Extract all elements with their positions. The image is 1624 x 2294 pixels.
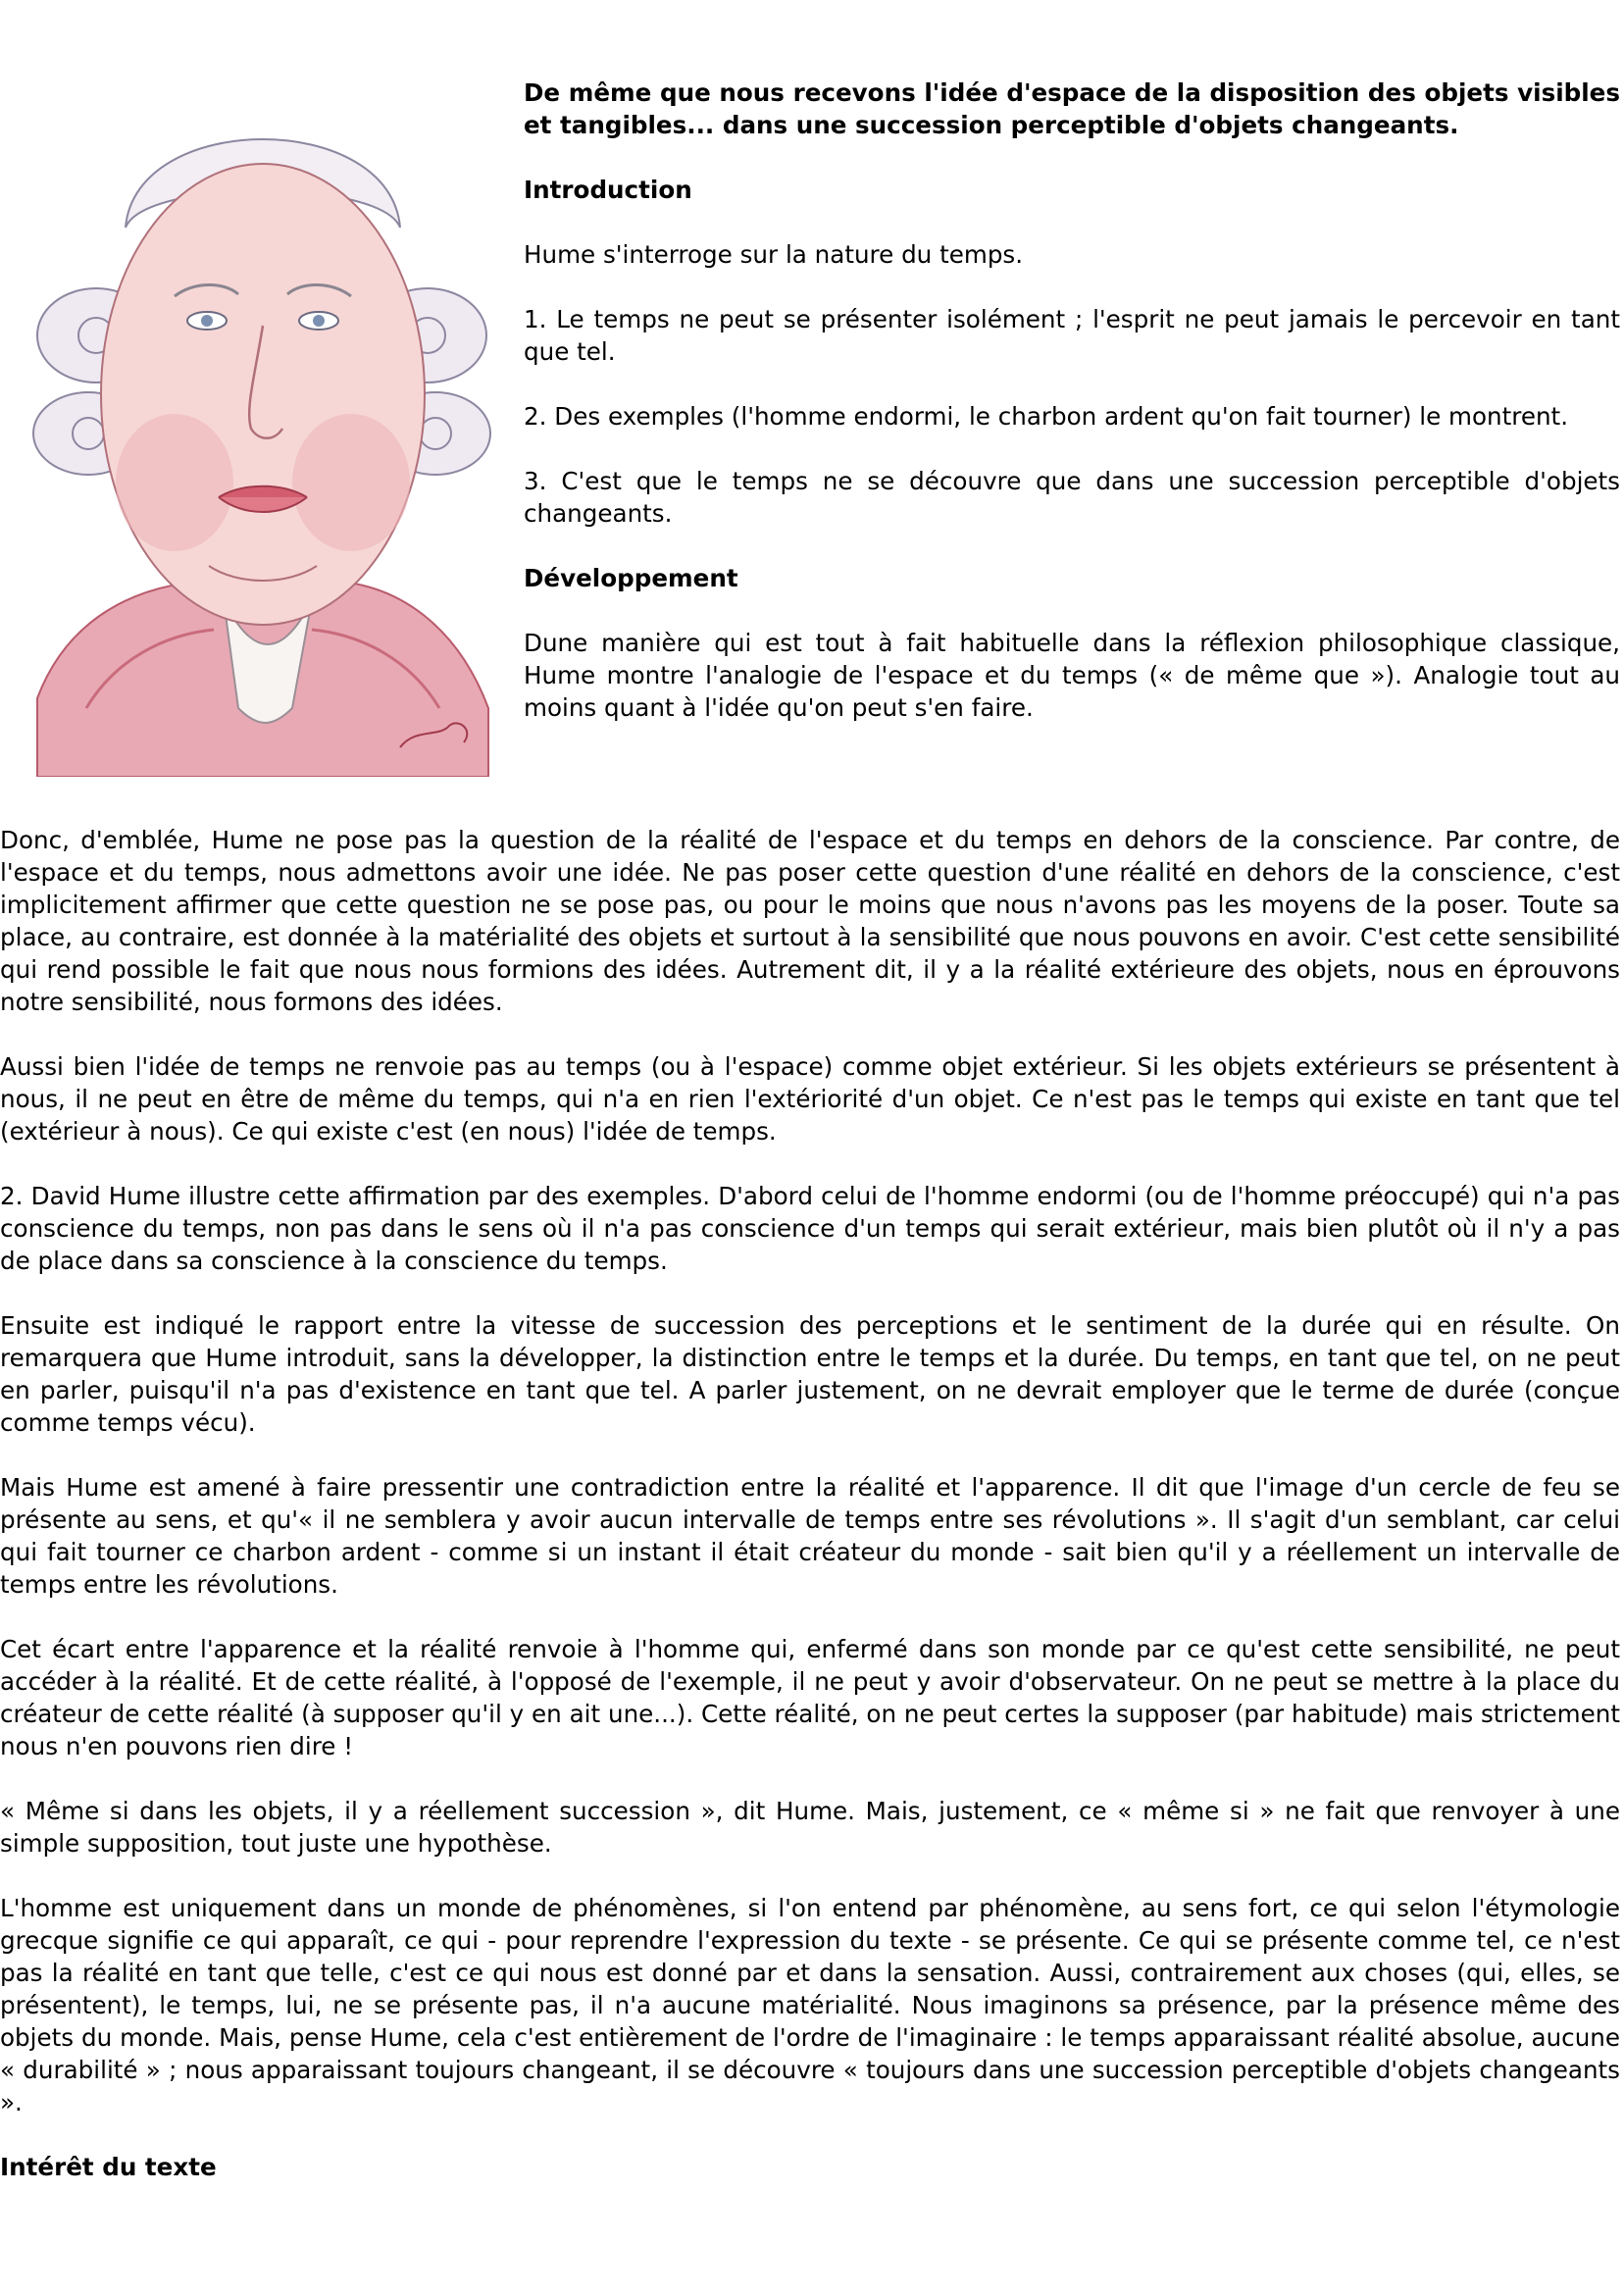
body-paragraph: Donc, d'emblée, Hume ne pose pas la question de la réalité de l'espace et du temps en dehors de la conscience. Par contre, de l'espace et du temps, nous admettons avoir une idée. Ne pas poser cette question d'une réalité en dehors de la conscience, c'est implicitement affirmer que cette question ne se pose pas, ou pour le moins que nous n'avons pas les moyens de la poser. Toute sa place, au contraire, est donnée à la matérialité des objets et surtout à la sensibilité que nous pouvons en avoir. C'est cette sensibilité qui rend possible le fait que nous nous formions des idées. Autrement dit, il y a la réalité extérieure des objets, nous en éprouvons notre sensibilité, nous formons des idées.: [0, 826, 1620, 1016]
body-paragraph: 2. David Hume illustre cette affirmation par des exemples. D'abord celui de l'homme endormi (ou de l'homme préoccupé) qui n'a pas conscience du temps, non pas dans le sens où il n'a pas conscience d'un temps qui serait extérieur, mais bien plutôt où il n'y a pas de place dans sa conscience à la conscience du temps.: [0, 1182, 1620, 1275]
body-paragraph: Mais Hume est amené à faire pressentir une contradiction entre la réalité et l'apparence. Il dit que l'image d'un cercle de feu se présente au sens, et qu'« il ne semblera y avoir aucun intervalle de temps entre ses révolutions ». Il s'agit d'un semblant, car celui qui fait tourner ce charbon ardent - comme si un instant il était créateur du monde - sait bien qu'il y a réellement un intervalle de temps entre les révolutions.: [0, 1473, 1620, 1599]
development-first-paragraph: Dune manière qui est tout à fait habituelle dans la réflexion philosophique classique, Hume montre l'analogie de l'espace et du temps (« de même que »). Analogie tout au moins quant à l'idée qu'on peut s'en faire.: [524, 629, 1620, 722]
caricature-portrait-of-hume: [27, 71, 496, 777]
intro-paragraph: 3. C'est que le temps ne se découvre que dans une succession perceptible d'objets changeants.: [524, 467, 1620, 528]
introduction-heading: Introduction: [524, 176, 692, 204]
development-heading: Développement: [524, 564, 738, 592]
intro-paragraph: 2. Des exemples (l'homme endormi, le charbon ardent qu'on fait tourner) le montrent.: [524, 402, 1569, 431]
lead-quote: De même que nous recevons l'idée d'espace de la disposition des objets visibles et tangibles... dans une succession perceptible d'objets changeants.: [524, 78, 1620, 139]
portrait-drawing: [27, 71, 496, 777]
top-column: [524, 76, 1620, 756]
body-paragraph: Cet écart entre l'apparence et la réalité renvoie à l'homme qui, enfermé dans son monde par ce qu'est cette sensibilité, ne peut accéder à la réalité. Et de cette réalité, à l'opposé de l'exemple, il ne peut y avoir d'observateur. On ne peut se mettre à la place du créateur de cette réalité (à supposer qu'il y en ait une...). Cette réalité, on ne peut certes la supposer (par habitude) mais strictement nous n'en pouvons rien dire !: [0, 1635, 1620, 1760]
interest-heading: Intérêt du texte: [0, 2153, 217, 2181]
body-paragraph: Aussi bien l'idée de temps ne renvoie pas au temps (ou à l'espace) comme objet extérieur. Si les objets extérieurs se présentent à nous, il ne peut en être de même du temps, qui n'a en rien l'extériorité d'un objet. Ce n'est pas le temps qui existe en tant que tel (extérieur à nous). Ce qui existe c'est (en nous) l'idée de temps.: [0, 1052, 1620, 1146]
body-paragraph: L'homme est uniquement dans un monde de phénomènes, si l'on entend par phénomène, au sens fort, ce qui selon l'étymologie grecque signifie ce qui apparaît, ce qui - pour reprendre l'expression du texte - se présente. Ce qui se présente comme tel, ce n'est pas la réalité en tant que telle, c'est ce qui nous est donné par et dans la sensation. Aussi, contrairement aux choses (qui, elles, se présentent), le temps, lui, ne se présente pas, il n'a aucune matérialité. Nous imaginons sa présence, par la présence même des objets du monde. Mais, pense Hume, cela c'est entièrement de l'ordre de l'imaginaire : le temps apparaissant réalité absolue, aucune « durabilité » ; nous apparaissant toujours changeant, il se découvre « toujours dans une succession perceptible d'objets changeants ».: [0, 1894, 1620, 2116]
intro-paragraph: 1. Le temps ne peut se présenter isolément ; l'esprit ne peut jamais le percevoir en tant que tel.: [524, 305, 1620, 366]
main-body: [0, 824, 1620, 2216]
body-paragraph: « Même si dans les objets, il y a réellement succession », dit Hume. Mais, justement, ce « même si » ne fait que renvoyer à une simple supposition, tout juste une hypothèse.: [0, 1797, 1620, 1858]
intro-paragraph: Hume s'interroge sur la nature du temps.: [524, 240, 1024, 269]
body-paragraph: Ensuite est indiqué le rapport entre la vitesse de succession des perceptions et le sentiment de la durée qui en résulte. On remarquera que Hume introduit, sans la développer, la distinction entre le temps et la durée. Du temps, en tant que tel, on ne peut en parler, puisqu'il n'a pas d'existence en tant que tel. A parler justement, on ne devrait employer que le terme de durée (conçue comme temps vécu).: [0, 1311, 1620, 1437]
